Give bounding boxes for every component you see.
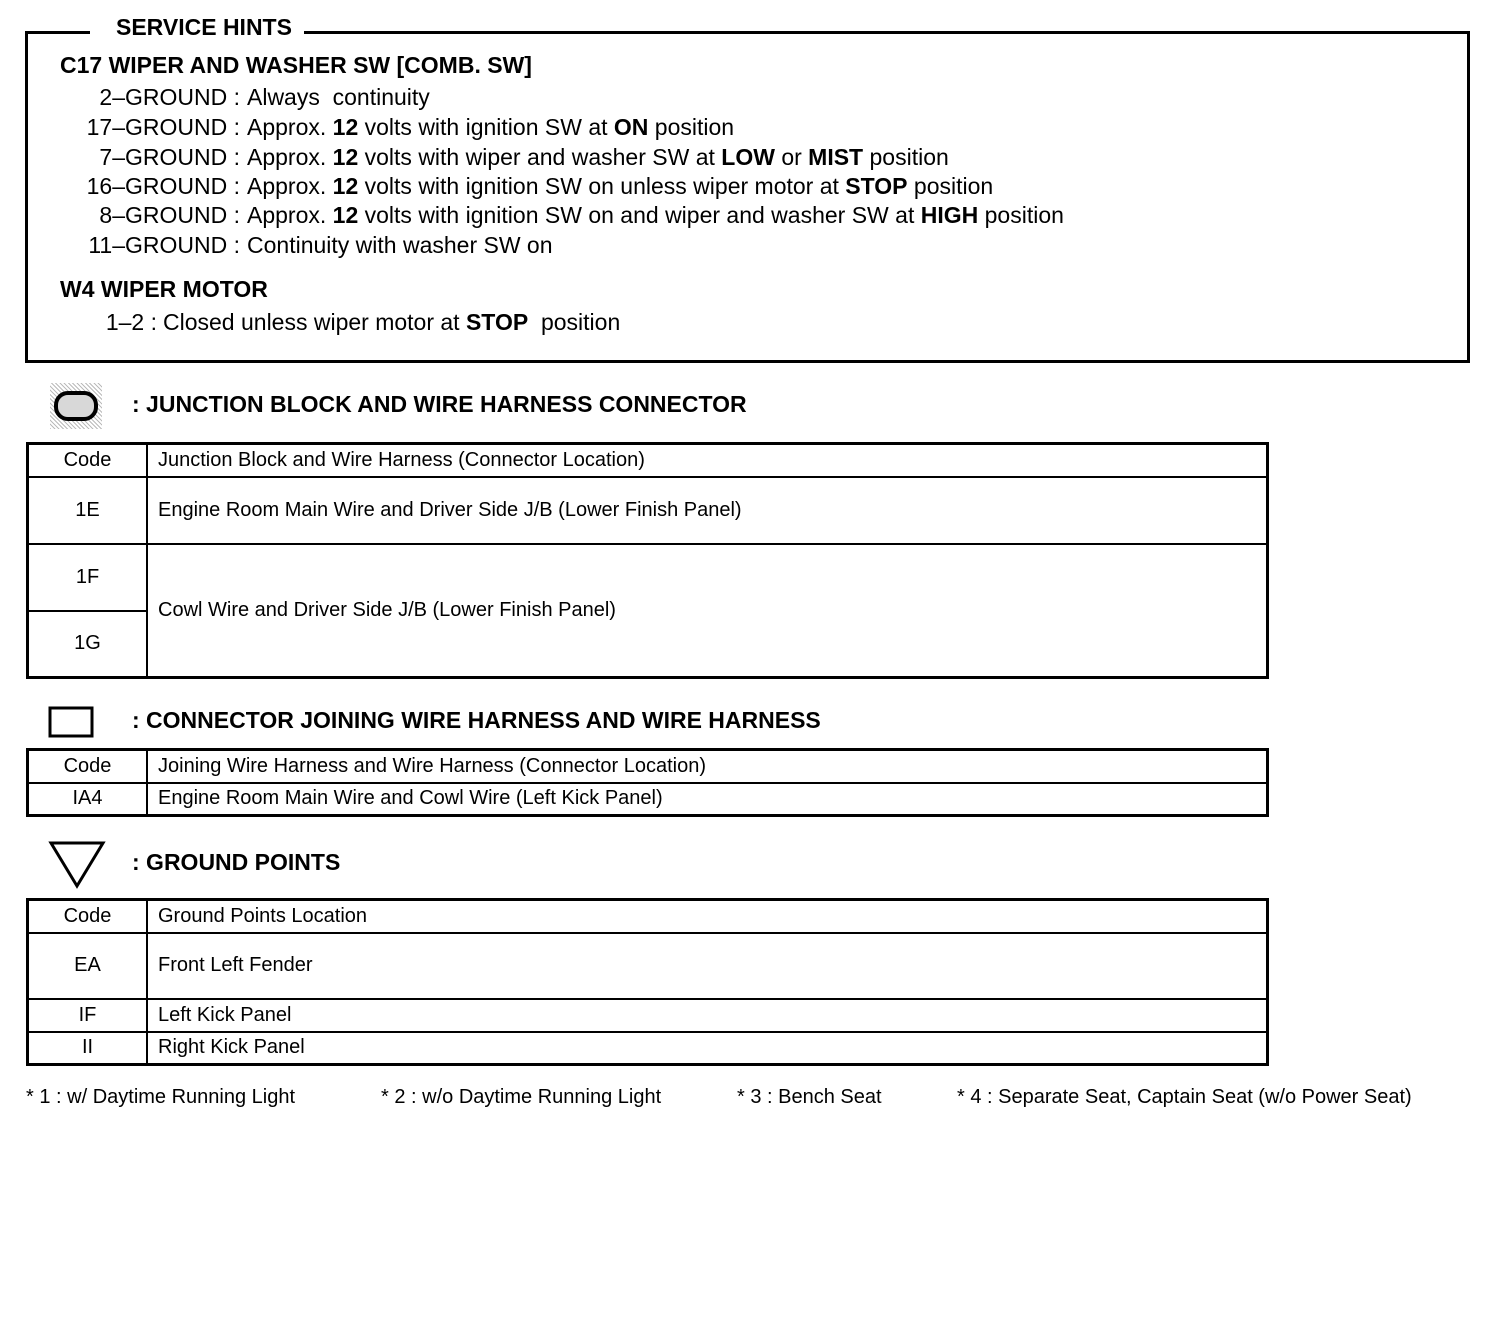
footnote-2: * 2 : w/o Daytime Running Light [381,1086,662,1108]
footnote-1: * 1 : w/ Daytime Running Light [26,1086,296,1108]
pin-label: 8–GROUND : [99,202,240,228]
location-cell: Left Kick Panel [147,999,1268,1032]
pin-description: Closed unless wiper motor at STOP position [163,309,621,335]
code-cell: 1G [28,611,148,678]
location-cell: Engine Room Main Wire and Driver Side J/B (Lower Finish Panel) [147,477,1268,544]
code-header: Code [28,900,148,933]
pin-label: 16–GROUND : [86,173,240,199]
ground-section-title: : GROUND POINTS [132,849,341,875]
location-cell: Cowl Wire and Driver Side J/B (Lower Finish Panel) [147,544,1268,678]
c17-heading: C17 WIPER AND WASHER SW [COMB. SW] [60,52,532,78]
junction-block-section-title: : JUNCTION BLOCK AND WIRE HARNESS CONNECTOR [132,391,747,417]
pin-description: Always continuity [247,84,430,110]
connector-table [26,748,1269,817]
location-header: Junction Block and Wire Harness (Connector Location) [147,444,1268,477]
location-header: Joining Wire Harness and Wire Harness (Connector Location) [147,750,1268,783]
w4-heading: W4 WIPER MOTOR [60,276,268,302]
pin-label: 17–GROUND : [86,114,240,140]
ground-table [26,898,1269,1066]
pin-label: 11–GROUND : [88,232,240,258]
pin-description: Approx. 12 volts with ignition SW on unless wiper motor at STOP position [247,173,994,199]
table-header-row [28,444,1268,477]
location-cell: Front Left Fender [147,933,1268,999]
connector-icon [48,706,94,738]
table-row [28,544,1268,611]
table-header-row [28,750,1268,783]
code-cell: IF [28,999,148,1032]
code-header: Code [28,444,148,477]
table-row [28,1032,1268,1065]
junction-block-table [26,442,1269,679]
table-header-row [28,900,1268,933]
table-row [28,999,1268,1032]
junction-block-icon [50,383,102,429]
ground-triangle-icon [48,840,106,890]
pin-description: Approx. 12 volts with wiper and washer SW at LOW or MIST position [247,144,949,170]
table-row [28,783,1268,816]
code-cell: II [28,1032,148,1065]
pin-label: 7–GROUND : [99,144,240,170]
pin-label: 1–2 : [105,309,157,335]
code-header: Code [28,750,148,783]
code-cell: IA4 [28,783,148,816]
code-cell: 1F [28,544,148,611]
location-header: Ground Points Location [147,900,1268,933]
connector-section-title: : CONNECTOR JOINING WIRE HARNESS AND WIRE HARNESS [132,707,821,733]
footnote-4: * 4 : Separate Seat, Captain Seat (w/o Power Seat) [957,1086,1412,1108]
table-row [28,933,1268,999]
location-cell: Right Kick Panel [147,1032,1268,1065]
table-row [28,477,1268,544]
pin-label: 2–GROUND : [99,84,240,110]
pin-description: Approx. 12 volts with ignition SW at ON position [247,114,735,140]
pin-description: Approx. 12 volts with ignition SW on and wiper and washer SW at HIGH position [247,202,1064,228]
service-hints-title: SERVICE HINTS [90,12,304,42]
code-cell: 1E [28,477,148,544]
footnote-3: * 3 : Bench Seat [737,1086,882,1108]
code-cell: EA [28,933,148,999]
location-cell: Engine Room Main Wire and Cowl Wire (Left Kick Panel) [147,783,1268,816]
pin-description: Continuity with washer SW on [247,232,553,258]
